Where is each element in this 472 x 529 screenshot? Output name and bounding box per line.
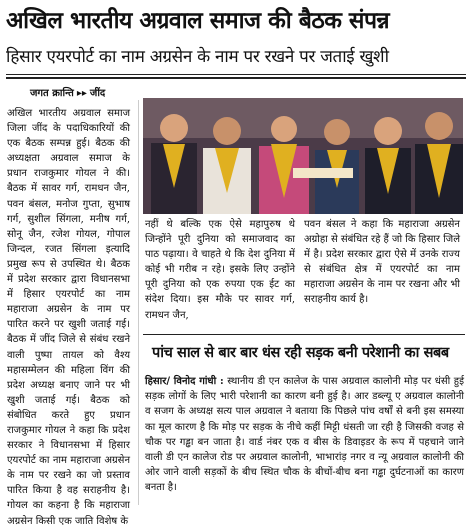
- subheadline: हिसार एयरपोर्ट का नाम अग्रसेन के नाम पर रखने पर जताई खुशी: [6, 47, 389, 67]
- headline: अखिल भारतीय अग्रवाल समाज की बैठक संपन्न: [6, 8, 390, 34]
- story1-column1: अखिल भारतीय अग्रवाल समाज जिला जींद के पदाधिकारियों की एक बैठक सम्पन्न हुई। बैठक की अध्यक्षता अग्रवाल समाज के प्रधान राजकुमार गोयल ने की। बैठक में सावर गर्ग, रामधन जैन, पवन बंसल, मनोज गुप्ता, सुभाष गर्ग, सुशील सिंगला, मनीष गर्ग, सोनू जैन, रजेश गोयल, गोपाल जिन्दल, रजत सिंगला इत्यादि प्रमुख रूप से उपस्थित थे। बैठक में प्रदेश सरकार द्वारा विधानसभा में हिसार एयरपोर्ट का नाम महाराजा अग्रसेन के नाम पर पारित करने पर खुशी जताई गई। बैठक में जींद जिले से संबंध रखने वाली पुष्पा तायल को वैश्य महासम्मेलन की महिला विंग की प्रदेश अध्यक्ष बनाए जाने पर भी खुशी जताई गई। बैठक को संबोधित करते हुए प्रधान राजकुमार गोयल ने कहा कि प्रदेश सरकार ने विधानसभा में हिसार एयरपोर्ट का नाम महाराजा अग्रसेन के नाम पर रखने का जो प्रस्ताव पारित किया है वह सराहनीय है। गोयल का कहना है कि महाराजा अग्रसेन किसी एक जाति विशेष के: [7, 108, 130, 527]
- column-divider: [138, 100, 139, 505]
- dateline: [30, 85, 105, 99]
- dateline-place: जींद: [89, 88, 106, 99]
- story1-column2: नहीं थे बल्कि एक ऐसे महापुरुष थे जिन्होंने पूरी दुनिया को समाजवाद का पाठ पढ़ाया। वे चाहते थे कि देश दुनिया में कोई भी गरीब न रहे। इसके लिए उन्होंने पूरी दुनिया को एक रुपया एक ईट का संदेश दिया। इस मौके पर सावर गर्ग, रामधन जैन,: [145, 219, 295, 321]
- divider: [143, 334, 465, 335]
- story2-byline: हिसार/ विनोद गांधी :: [145, 376, 224, 387]
- story2-body: [145, 374, 464, 502]
- divider: [6, 74, 466, 75]
- group-photo-icon: [143, 98, 463, 214]
- story2-headline: पांच साल से बार बार धंस रही सड़क बनी परेशानी का सबब: [152, 345, 449, 361]
- arrow-icon: ▸▸: [76, 88, 87, 99]
- story2-text: स्थानीय डी एन कालेज के पास अग्रवाल कालोनी मोड़ पर धंसी हुई सड़क लोगों के लिए भारी परेशानी का कारण बनी हुई है। आर डब्ल्यू ए अग्रवाल कालोनी व सजग के अध्यक्ष सत्य पाल अग्रवाल ने बताया कि पिछले पांच वर्षों से बनी इस समस्या का मूल कारण है कि मोड़ पर सड़क के नीचे कहीं मिट्टी धंसती जा रही है जिसकी वजह से चौक पर गड्ढा बन जाता है। वार्ड नंबर एक व बीस के डिवाइडर के रूप में पहचाने जाने वाली डी एन कालेज रोड पर अग्रवाल कालोनी, भाभारांड़ नगर व न्यू अग्रवाल कालोनी की ओर जाने वाली सड़कों के बीच स्थित चौक के बीचों-बीच बना गड्ढा दुर्घटनाओं का कारण बनता है।: [145, 376, 464, 494]
- divider: [6, 77, 466, 79]
- story1-column3: पवन बंसल ने कहा कि महाराजा अग्रसेन अग्रोहा से संबंधित रहे हैं जो कि हिसार जिले में है। प्रदेश सरकार द्वारा ऐसे में उनके राज्य से संबंधित क्षेत्र में एयरपोर्ट का नाम महाराजा अग्रसेन के नाम पर रखना और भी सराहनीय कार्य है।: [304, 219, 460, 306]
- dateline-source: जगत क्रान्ति: [30, 88, 74, 99]
